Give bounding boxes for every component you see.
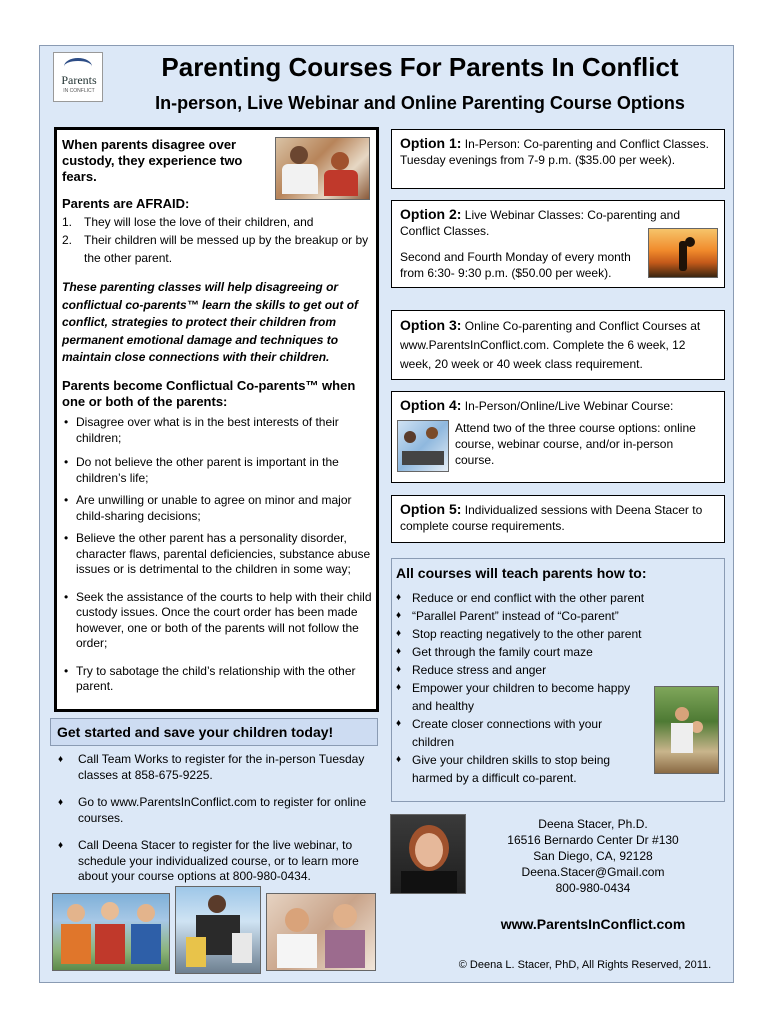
list-item: ♦ Go to www.ParentsInConflict.com to register for online courses. xyxy=(54,795,374,826)
contact-phone: 800-980-0434 xyxy=(555,881,631,895)
list-item: ♦ Stop reacting negatively to the other parent xyxy=(392,625,652,643)
option-5-box: Option 5: Individualized sessions with Deena Stacer to complete course requirements. xyxy=(391,495,725,543)
option-4-box: Option 4: In-Person/Online/Live Webinar Course: Attend two of the three course options: online course, webinar course, and/or in-person course. xyxy=(391,391,725,483)
intro-text: When parents disagree over custody, they experience two fears. xyxy=(62,137,243,184)
contact-address-1: 16516 Bernardo Center Dr #130 xyxy=(507,833,679,847)
outcomes-heading: All courses will teach parents how to: xyxy=(396,565,647,581)
webinar-photo xyxy=(397,420,449,472)
list-item: ♦ Call Deena Stacer to register for the live webinar, to schedule your individualized course, or to learn more about your course options at 800-980-0434. xyxy=(54,838,374,885)
option-3-box: Option 3: Online Co-parenting and Conflict Courses at www.ParentsInConflict.com. Complete the 6 week, 12 week, 20 week or 40 week class requirement. xyxy=(391,310,725,380)
parents-in-conflict-logo: Parents IN CONFLICT xyxy=(53,52,103,102)
deena-stacer-photo xyxy=(390,814,466,894)
list-item: • Believe the other parent has a personality disorder, character flaws, parental deficiencies, substance abuse issues or is detrimental to the children in some way; xyxy=(62,531,374,578)
mission-text: These parenting classes will help disagreeing or conflictual co-parents™ learn the skills to get out of conflict, strategies to protect their children from permanent emotional damage and techniques to maintain close connections with their children. xyxy=(62,280,359,364)
parent-child-photo xyxy=(275,137,370,200)
kids-sports-photo xyxy=(52,893,170,971)
afraid-heading: Parents are AFRAID: xyxy=(62,196,190,211)
swing-family-photo xyxy=(654,686,719,774)
list-item: ♦ Call Team Works to register for the in-person Tuesday classes at 858-675-9225. xyxy=(54,752,374,783)
conflict-list xyxy=(62,415,374,695)
list-item: ♦ Create closer connections with your children xyxy=(392,715,632,751)
contact-address-2: San Diego, CA, 92128 xyxy=(533,849,653,863)
page-subtitle: In-person, Live Webinar and Online Parenting Course Options xyxy=(155,93,685,113)
option-2-box: Option 2: Live Webinar Classes: Co-parenting and Conflict Classes. Second and Fourth Monday of every month from 6:30- 9:30 p.m. ($50.00 per week). xyxy=(391,200,725,288)
list-item: • Seek the assistance of the courts to help with their child custody issues. Once the court order has been made however, one or both of the parents will not follow the order; xyxy=(62,590,374,652)
website-link[interactable]: www.ParentsInConflict.com xyxy=(500,916,686,932)
list-item: • Try to sabotage the child’s relationship with the other parent. xyxy=(62,664,374,695)
afraid-list: 1. They will lose the love of their children, and 2. Their children will be messed up by the breakup or by the other parent. xyxy=(62,215,369,265)
list-item: • Disagree over what is in the best interests of their children; xyxy=(62,415,374,446)
list-item: • Are unwilling or unable to agree on minor and major child-sharing decisions; xyxy=(62,493,374,524)
sunset-parent-photo xyxy=(648,228,718,278)
list-item: ♦ Reduce or end conflict with the other parent xyxy=(392,589,652,607)
girls-photo xyxy=(266,893,376,971)
contact-name: Deena Stacer, Ph.D. xyxy=(538,817,648,831)
list-item: • Do not believe the other parent is important in the children’s life; xyxy=(62,455,374,486)
page-title: Parenting Courses For Parents In Conflict xyxy=(161,52,679,82)
list-item: ♦ Get through the family court maze xyxy=(392,643,652,661)
copyright-text: © Deena L. Stacer, PhD, All Rights Reserved, 2011. xyxy=(458,959,712,971)
get-started-heading: Get started and save your children today! xyxy=(50,718,378,746)
option-1-box: Option 1: In-Person: Co-parenting and Conflict Classes. Tuesday evenings from 7-9 p.m. ($35.00 per week). xyxy=(391,129,725,189)
list-item: ♦ Empower your children to become happy and healthy xyxy=(392,679,652,715)
conflict-heading: Parents become Conflictual Co-parents™ when one or both of the parents: xyxy=(62,378,356,409)
list-item: ♦ Reduce stress and anger xyxy=(392,661,652,679)
outcomes-list xyxy=(392,589,652,787)
list-item: ♦ Give your children skills to stop being harmed by a difficult co-parent. xyxy=(392,751,632,787)
contact-email[interactable]: Deena.Stacer@Gmail.com xyxy=(521,865,665,879)
get-started-list xyxy=(54,752,374,885)
contact-block xyxy=(478,816,708,896)
family-photo xyxy=(175,886,261,974)
list-item: ♦ “Parallel Parent” instead of “Co-parent” xyxy=(392,607,652,625)
